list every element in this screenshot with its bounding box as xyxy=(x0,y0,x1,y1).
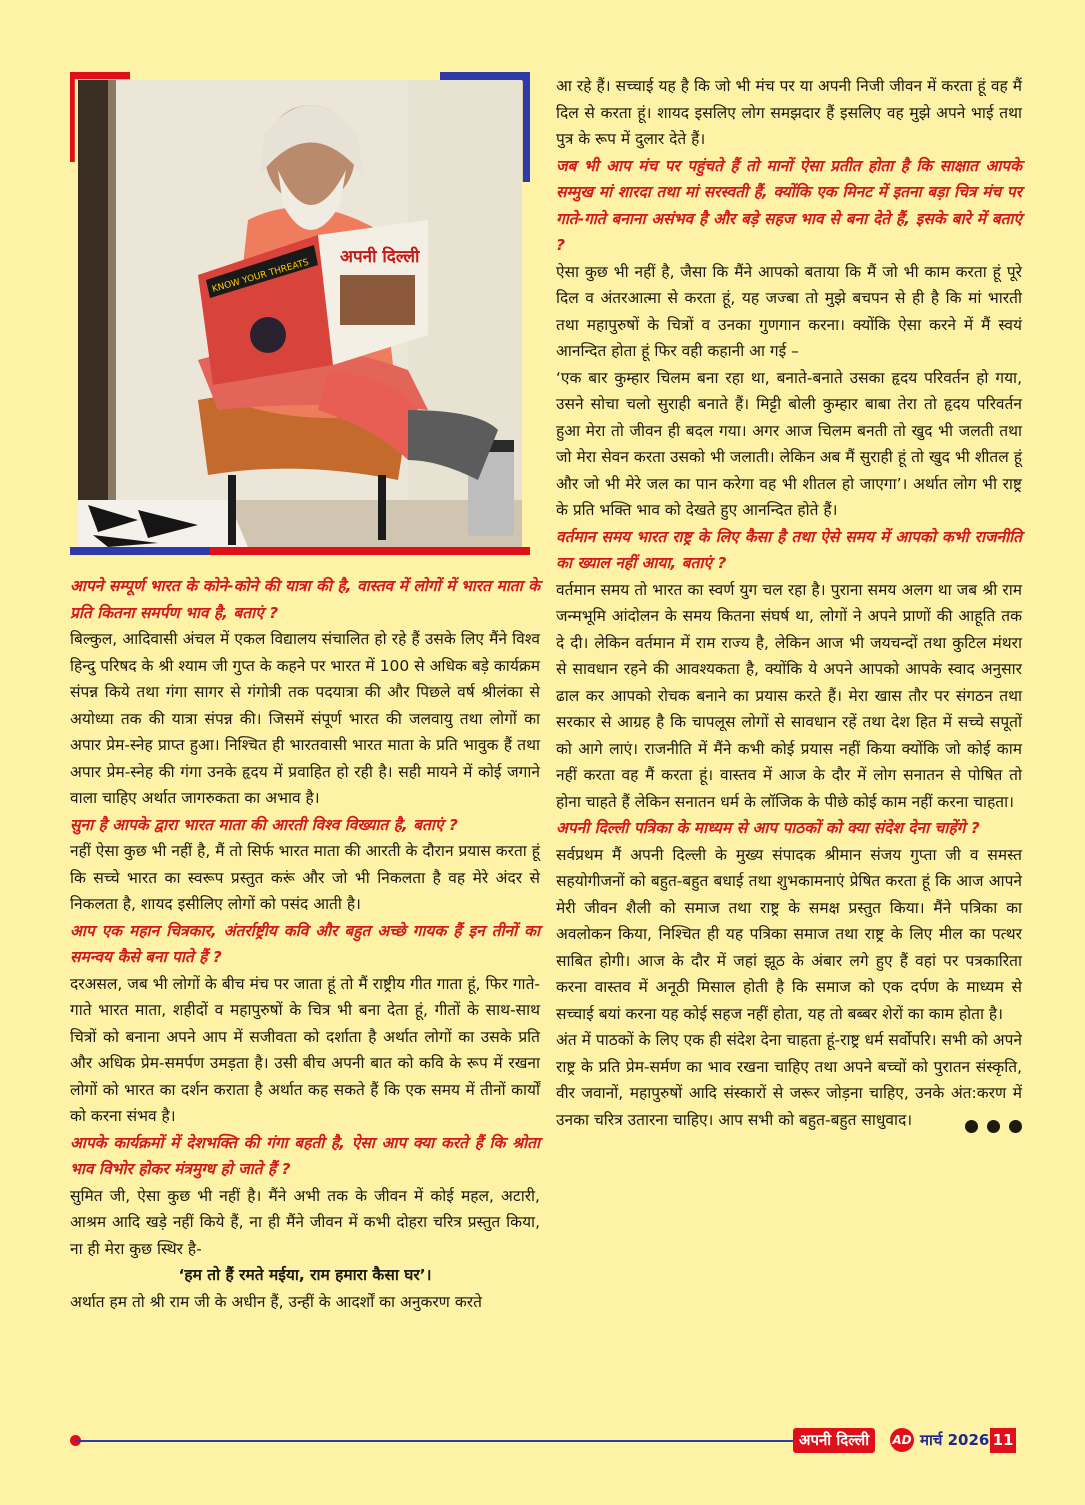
answer-5-story: ‘एक बार कुम्हार चिलम बना रहा था, बनाते-बनाते उसका हृदय परिवर्तन हो गया, उसने सोचा चलो सुराही बनाते हैं। मिट्टी बोली कुम्हार बाबा तेरा तो हृदय परिवर्तन हुआ मेरा तो जीवन ही बदल गया। अगर आज चिलम बनती तो खुद भी जलती तथा जो मेरा सेवन करता उसको भी जलाती। लेकिन अब मैं सुराही हूं तो खुद भी शीतल हूं और जो भी मेरे जल का पान करेगा वह भी शीतल हो जाएगा’। अर्थात लोग भी राष्ट्र के प्रति भक्ति भाव को देखते हुए आनन्दित होते हैं। xyxy=(556,368,1022,519)
answer-7: सर्वप्रथम मैं अपनी दिल्ली के मुख्य संपादक श्रीमान संजय गुप्ता जी व समस्त सहयोगीजनों को बहुत-बहुत बधाई तथा शुभकामनाएं प्रेषित करता हूं कि आज आपने मेरी जीवन शैली को समाज तथा राष्ट्र के समक्ष प्रस्तुत किया। मैंने पत्रिका का अवलोकन किया, निश्चित ही यह पत्रिका समाज तथा राष्ट्र के लिए मील का पत्थर साबित होगी। आज के दौर में जहां झूठ के अंबार लगे हुए हैं वहां पर पत्रकारिता करना वास्तव में अनूठी मिसाल होती है कि समाज को एक दर्पण के माध्यम से सच्चाई बयां करना यह कोई सहज नहीं होता, यह तो बब्बर शेरों का काम होता है। xyxy=(556,845,1022,1023)
question-1: आपने सम्पूर्ण भारत के कोने-कोने की यात्रा की है, वास्तव में लोगों में भारत माता के प्रति कितना समर्पण भाव है, बताएं ? xyxy=(70,577,540,622)
article-photo xyxy=(78,80,522,547)
question-2: सुना है आपके द्वारा भारत माता की आरती विश्व विख्यात है, बताएं ? xyxy=(70,815,458,834)
magazine-cover-title: अपनी दिल्ली xyxy=(340,247,420,267)
answer-4-continued: अर्थात हम तो श्री राम जी के अधीन हैं, उन्हीं के आदर्शों का अनुकरण करते xyxy=(70,1292,482,1311)
question-6: वर्तमान समय भारत राष्ट्र के लिए कैसा है तथा ऐसे समय में आपको कभी राजनीति का ख्याल नहीं आया, बताएं ? xyxy=(556,527,1022,572)
answer-3: दरअसल, जब भी लोगों के बीच मंच पर जाता हूं तो मैं राष्ट्रीय गीत गाता हूं, फिर गाते-गाते भारत माता, शहीदों व महापुरुषों के चित्र भी बना देता हूं, गीतों के साथ-साथ चित्रों को बनाना अपने आप में सजीवता को दर्शाता है अर्थात लोगों का उसके प्रति और अधिक प्रेम-समर्पण उमड़ता है। उसी बीच अपनी बात को कवि के रूप में रखना लोगों को भारत का दर्शन कराता है अर्थात कह सकते हैं कि एक समय में तीनों कार्यों को करना संभव है। xyxy=(70,974,540,1125)
right-text-column xyxy=(556,73,1022,1139)
footer-logo-icon: AD xyxy=(890,1428,914,1452)
question-3: आप एक महान चित्रकार, अंतर्राष्ट्रीय कवि और बहुत अच्छे गायक हैं इन तीनों का समन्वय कैसे बना पाते हैं ? xyxy=(70,921,540,966)
answer-5: ऐसा कुछ भी नहीं है, जैसा कि मैंने आपको बताया कि मैं जो भी काम करता हूं पूरे दिल व अंतरआत्मा से करता हूं, यह जज्बा तो मुझे बचपन से ही है कि मां भारती तथा महापुरुषों के चित्रों व उनका गुणगान करना। क्योंकि ऐसा करने में मैं स्वयं आनन्दित होता हूं फिर वही कहानी आ गई – xyxy=(556,262,1022,360)
magazine-cover-banner: KNOW YOUR THREATS xyxy=(211,257,311,295)
closing-text: अंत में पाठकों के लिए एक ही संदेश देना चाहता हूं-राष्ट्र धर्म सर्वोपरि। सभी को अपने राष्ट्र के प्रति प्रेम-सर्मण का भाव रखना चाहिए तथा अपने बच्चों को पुरातन संस्कृति, वीर जवानों, महापुरुषों आदि संस्कारों से जरूर जोड़ना चाहिए, उनके अंत:करण में उनका चरित्र उतारना चाहिए। आप सभी को बहुत-बहुत साधुवाद। xyxy=(556,1031,1022,1129)
answer-1: बिल्कुल, आदिवासी अंचल में एकल विद्यालय संचालित हो रहे हैं उसके लिए मैंने विश्व हिन्दु परिषद के श्री श्याम जी गुप्त के कहने पर भारत में 100 से अधिक बड़े कार्यक्रम संपन्न किये तथा गंगा सागर से गंगोत्री तक पदयात्रा की और पिछले वर्ष श्रीलंका से अयोध्या तक की यात्रा संपन्न की। जिसमें संपूर्ण भारत की जलवायु तथा लोगों का अपार प्रेम-स्नेह प्राप्त हुआ। निश्चित ही भारतवासी भारत माता के प्रति भावुक हैं तथा अपार प्रेम-स्नेह की गंगा उनके हृदय में प्रवाहित हो रही है। सही मायने में कोई जगाने वाला चाहिए अर्थात जागरुकता का अभाव है। xyxy=(70,630,540,807)
footer-magazine-name: अपनी दिल्ली xyxy=(793,1428,875,1453)
answer-4: सुमित जी, ऐसा कुछ भी नहीं है। मैंने अभी तक के जीवन में कोई महल, अटारी, आश्रम आदि खड़े नहीं किये हैं, ना ही मैंने जीवन में कभी दोहरा चरित्र प्रस्तुत किया, ना ही मेरा कुछ स्थिर है- xyxy=(70,1186,540,1258)
couplet: ‘हम तो हैं रमते मईया, राम हमारा कैसा घर’। xyxy=(178,1266,432,1284)
left-text-column xyxy=(70,573,540,1315)
answer-4-end: आ रहे हैं। सच्चाई यह है कि जो भी मंच पर या अपनी निजी जीवन में करता हूं वह मैं दिल से करता हूं। शायद इसलिए लोग समझदार हैं इसलिए वह मुझे अपने भाई तथा पुत्र के रूप में दुलार देते हैं। xyxy=(556,77,1022,148)
answer-7-end xyxy=(556,1027,1022,1133)
question-4: आपके कार्यक्रमों में देशभक्ति की गंगा बहती है, ऐसा आप क्या करते हैं कि श्रोता भाव विभोर होकर मंत्रमुग्ध हो जाते हैं ? xyxy=(70,1133,540,1178)
footer-rule xyxy=(75,1440,795,1442)
article-photo-frame xyxy=(70,72,530,555)
answer-6: वर्तमान समय तो भारत का स्वर्ण युग चल रहा है। पुराना समय अलग था जब श्री राम जन्मभूमि आंदोलन के समय कितना संघर्ष था, लोगों ने अपने प्राणों की आहूति तक दे दी। लेकिन वर्तमान में राम राज्य है, लेकिन आज भी जयचन्दों तथा कुटिल मंथरा से सावधान रहने की आवश्यकता है, क्योंकि ये अपने आपको आपके स्वाद अनुसार ढाल कर आपको रोचक बनाने का प्रयास करते हैं। मेरा खास तौर पर संगठन तथा सरकार से आग्रह है कि चापलूस लोगों से सावधान रहें तथा देश हित में सच्चे सपूतों को आगे लाएं। राजनीति में मैंने कभी कोई प्रयास नहीं किया क्योंकि जो कोई काम नहीं करता वह मैं करता हूं। वास्तव में आज के दौर में लोग सनातन से पोषित तो होना चाहते हैं लेकिन सनातन धर्म के लॉजिक के पीछे कोई काम नहीं करना चाहता। xyxy=(556,580,1022,811)
question-5: जब भी आप मंच पर पहुंचते हैं तो मानों ऐसा प्रतीत होता है कि साक्षात आपके सम्मुख मां शारदा तथा मां सरस्वती हैं, क्योंकि एक मिनट में इतना बड़ा चित्र मंच पर गाते-गाते बनाना असंभव है और बड़े सहज भाव से बना देते हैं, इसके बारे में बताएं ? xyxy=(556,156,1022,254)
footer-issue-date: मार्च 2026 xyxy=(920,1431,990,1449)
end-marker-dots xyxy=(956,1113,1022,1140)
frame-blue-bottom-bar xyxy=(70,547,210,555)
photo-illustration xyxy=(78,80,522,547)
answer-2: नहीं ऐसा कुछ भी नहीं है, मैं तो सिर्फ भारत माता की आरती के दौरान प्रयास करता हूं कि सच्चे भारत का स्वरूप प्रस्तुत करूं और जो भी निकलता है वह मेरे अंदर से निकलता है, शायद इसीलिए लोगों को पसंद आती है। xyxy=(70,842,540,913)
page-number: 11 xyxy=(990,1428,1016,1453)
question-7: अपनी दिल्ली पत्रिका के माध्यम से आप पाठकों को क्या संदेश देना चाहेंगे ? xyxy=(556,819,980,837)
